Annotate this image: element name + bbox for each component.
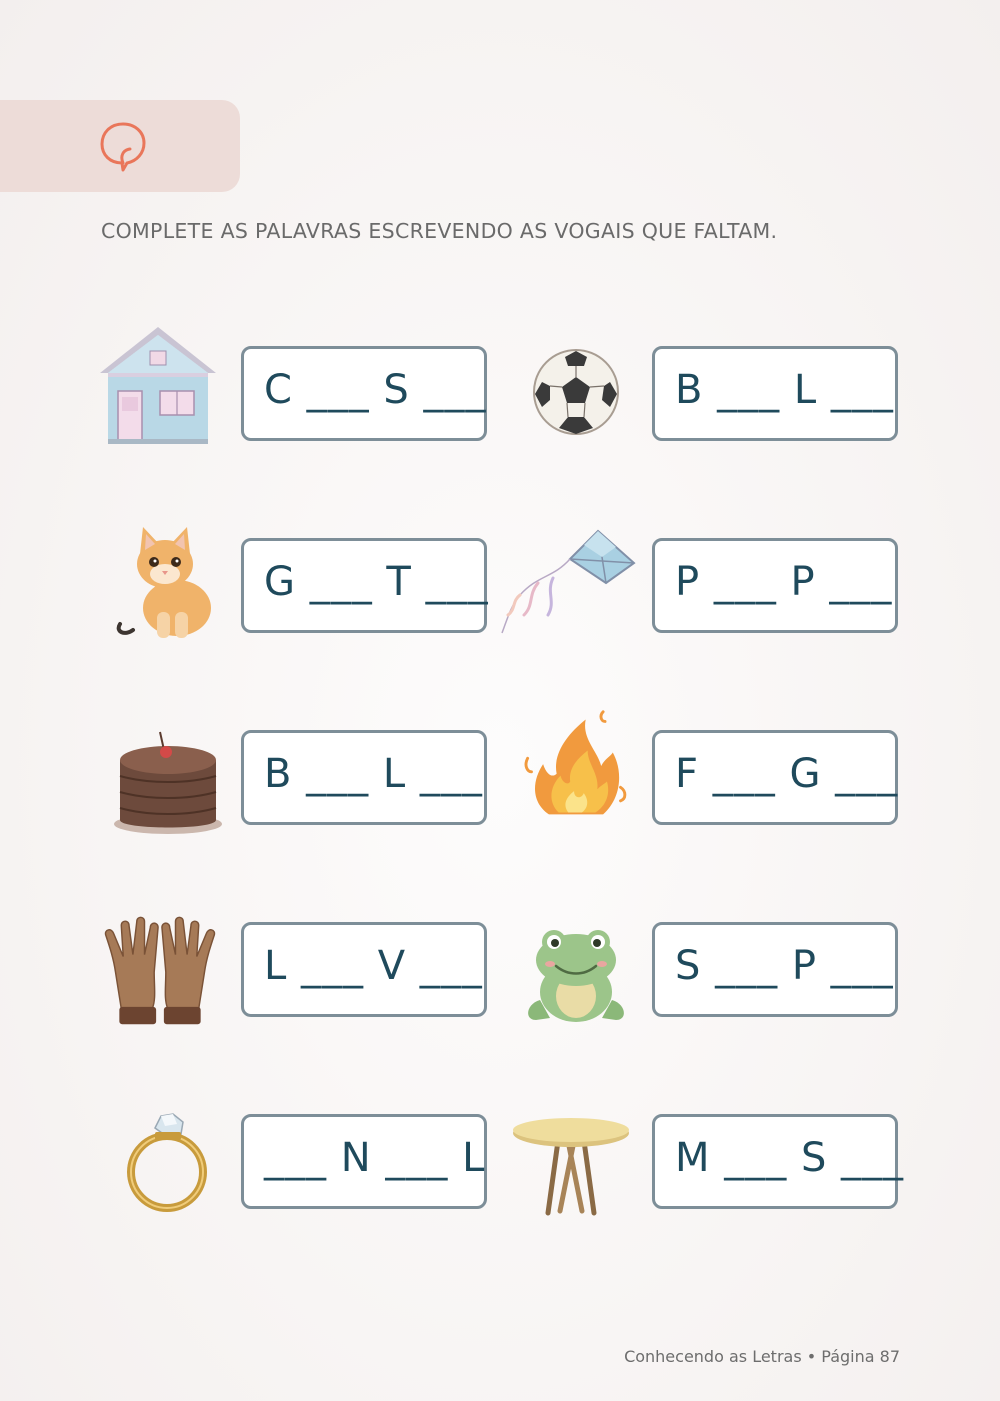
- word-text: G ___ T ___: [264, 559, 489, 605]
- word-box-mesa[interactable]: [652, 1114, 905, 1209]
- instruction-text: COMPLETE AS PALAVRAS ESCREVENDO AS VOGAIS QUE FALTAM.: [101, 219, 778, 243]
- word-box-pipa[interactable]: [652, 538, 898, 633]
- word-text: S ___ P ___: [675, 943, 894, 989]
- word-box-fogo[interactable]: [652, 730, 898, 825]
- word-box-gato[interactable]: [241, 538, 487, 633]
- word-text: F ___ G ___: [675, 751, 899, 797]
- word-text: P ___ P ___: [675, 559, 893, 605]
- word-box-luva[interactable]: [241, 922, 487, 1017]
- word-text: L ___ V ___: [264, 943, 483, 989]
- fire-icon: [516, 706, 636, 826]
- kite-icon: [498, 523, 642, 643]
- page-footer: Conhecendo as Letras • Página 87: [624, 1347, 900, 1366]
- word-box-casa[interactable]: [241, 346, 487, 441]
- gloves-icon: [100, 912, 220, 1032]
- soccer-ball-icon: [516, 332, 636, 452]
- word-text: ___ N ___ L: [264, 1135, 486, 1181]
- word-box-bolo[interactable]: [241, 730, 487, 825]
- word-box-anel[interactable]: [241, 1114, 487, 1209]
- word-text: M ___ S ___: [675, 1135, 905, 1181]
- word-box-bola[interactable]: [652, 346, 898, 441]
- word-text: B ___ L ___: [264, 751, 483, 797]
- word-text: B ___ L ___: [675, 367, 894, 413]
- cat-icon: [105, 522, 225, 642]
- word-box-sapo[interactable]: [652, 922, 898, 1017]
- word-text: C ___ S ___: [264, 367, 487, 413]
- frog-icon: [516, 915, 636, 1035]
- cake-icon: [108, 720, 228, 840]
- ring-icon: [110, 1098, 230, 1218]
- house-icon: [98, 325, 218, 445]
- table-icon: [508, 1106, 634, 1226]
- speech-bubble-icon: [98, 120, 148, 172]
